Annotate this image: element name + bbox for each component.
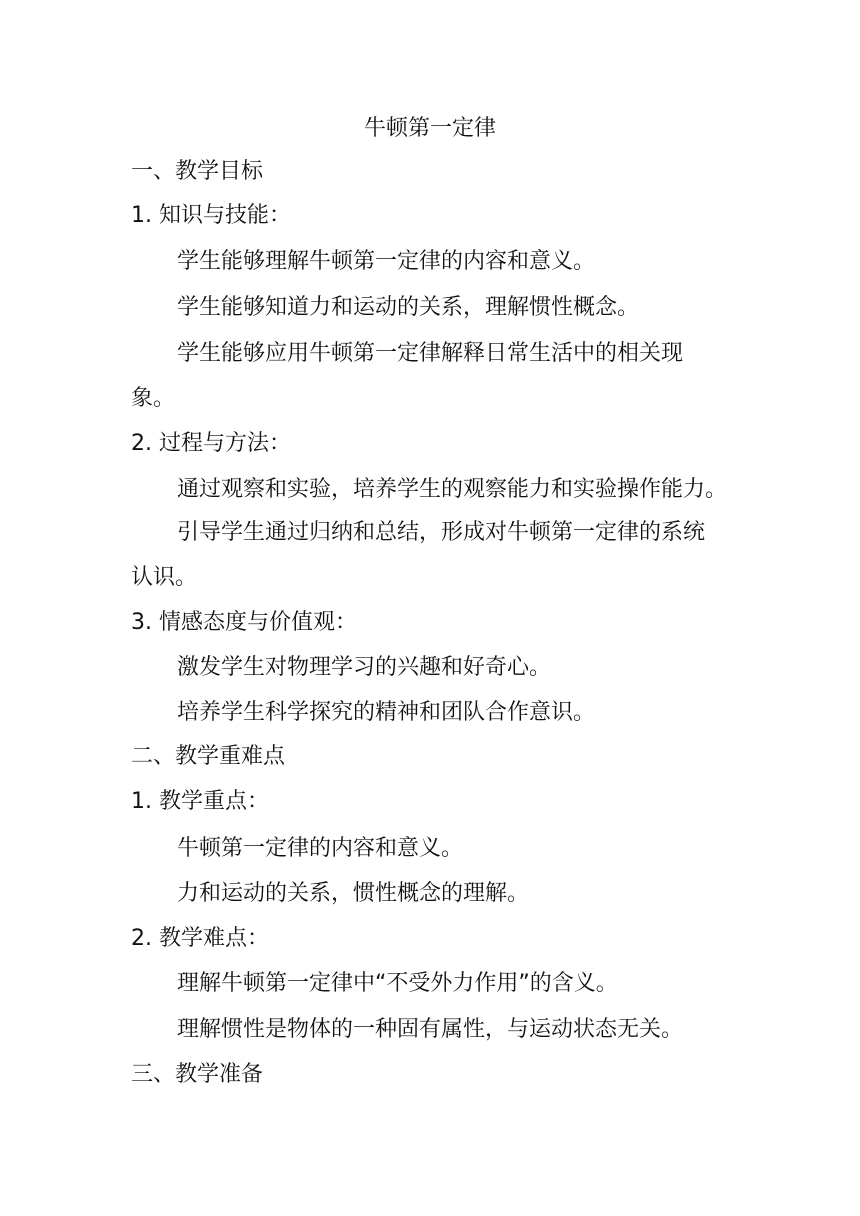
paragraph-line: 通过观察和实验，培养学生的观察能力和实验操作能力。: [177, 477, 728, 502]
paragraph-line: 力和运动的关系，惯性概念的理解。: [177, 881, 530, 906]
paragraph-line: 牛顿第一定律的内容和意义。: [177, 836, 464, 861]
subsection-label-key-focus: 1. 教学重点：: [131, 789, 269, 814]
subsection-label-process-methods: 2. 过程与方法：: [131, 431, 291, 456]
paragraph-line: 学生能够应用牛顿第一定律解释日常生活中的相关现: [177, 341, 684, 366]
section-heading-objectives: 一、教学目标: [131, 159, 264, 184]
section-heading-key-points: 二、教学重难点: [131, 744, 286, 769]
paragraph-line: 理解惯性是物体的一种固有属性，与运动状态无关。: [177, 1017, 684, 1042]
section-heading-preparation: 三、教学准备: [131, 1062, 264, 1087]
paragraph-line: 理解牛顿第一定律中“不受外力作用”的含义。: [177, 971, 618, 996]
paragraph-line: 学生能够理解牛顿第一定律的内容和意义。: [177, 249, 596, 274]
subsection-label-difficulties: 2. 教学难点：: [131, 926, 269, 951]
paragraph-line-continued: 象。: [131, 386, 176, 411]
document-title: 牛顿第一定律: [363, 116, 496, 141]
paragraph-line: 激发学生对物理学习的兴趣和好奇心。: [177, 655, 552, 680]
paragraph-line: 培养学生科学探究的精神和团队合作意识。: [177, 700, 596, 725]
paragraph-line: 引导学生通过归纳和总结，形成对牛顿第一定律的系统: [177, 520, 706, 545]
paragraph-line-continued: 认识。: [131, 565, 198, 590]
paragraph-line: 学生能够知道力和运动的关系，理解惯性概念。: [177, 295, 640, 320]
subsection-label-knowledge-skills: 1. 知识与技能：: [131, 203, 291, 228]
subsection-label-attitudes-values: 3. 情感态度与价值观：: [131, 610, 357, 635]
